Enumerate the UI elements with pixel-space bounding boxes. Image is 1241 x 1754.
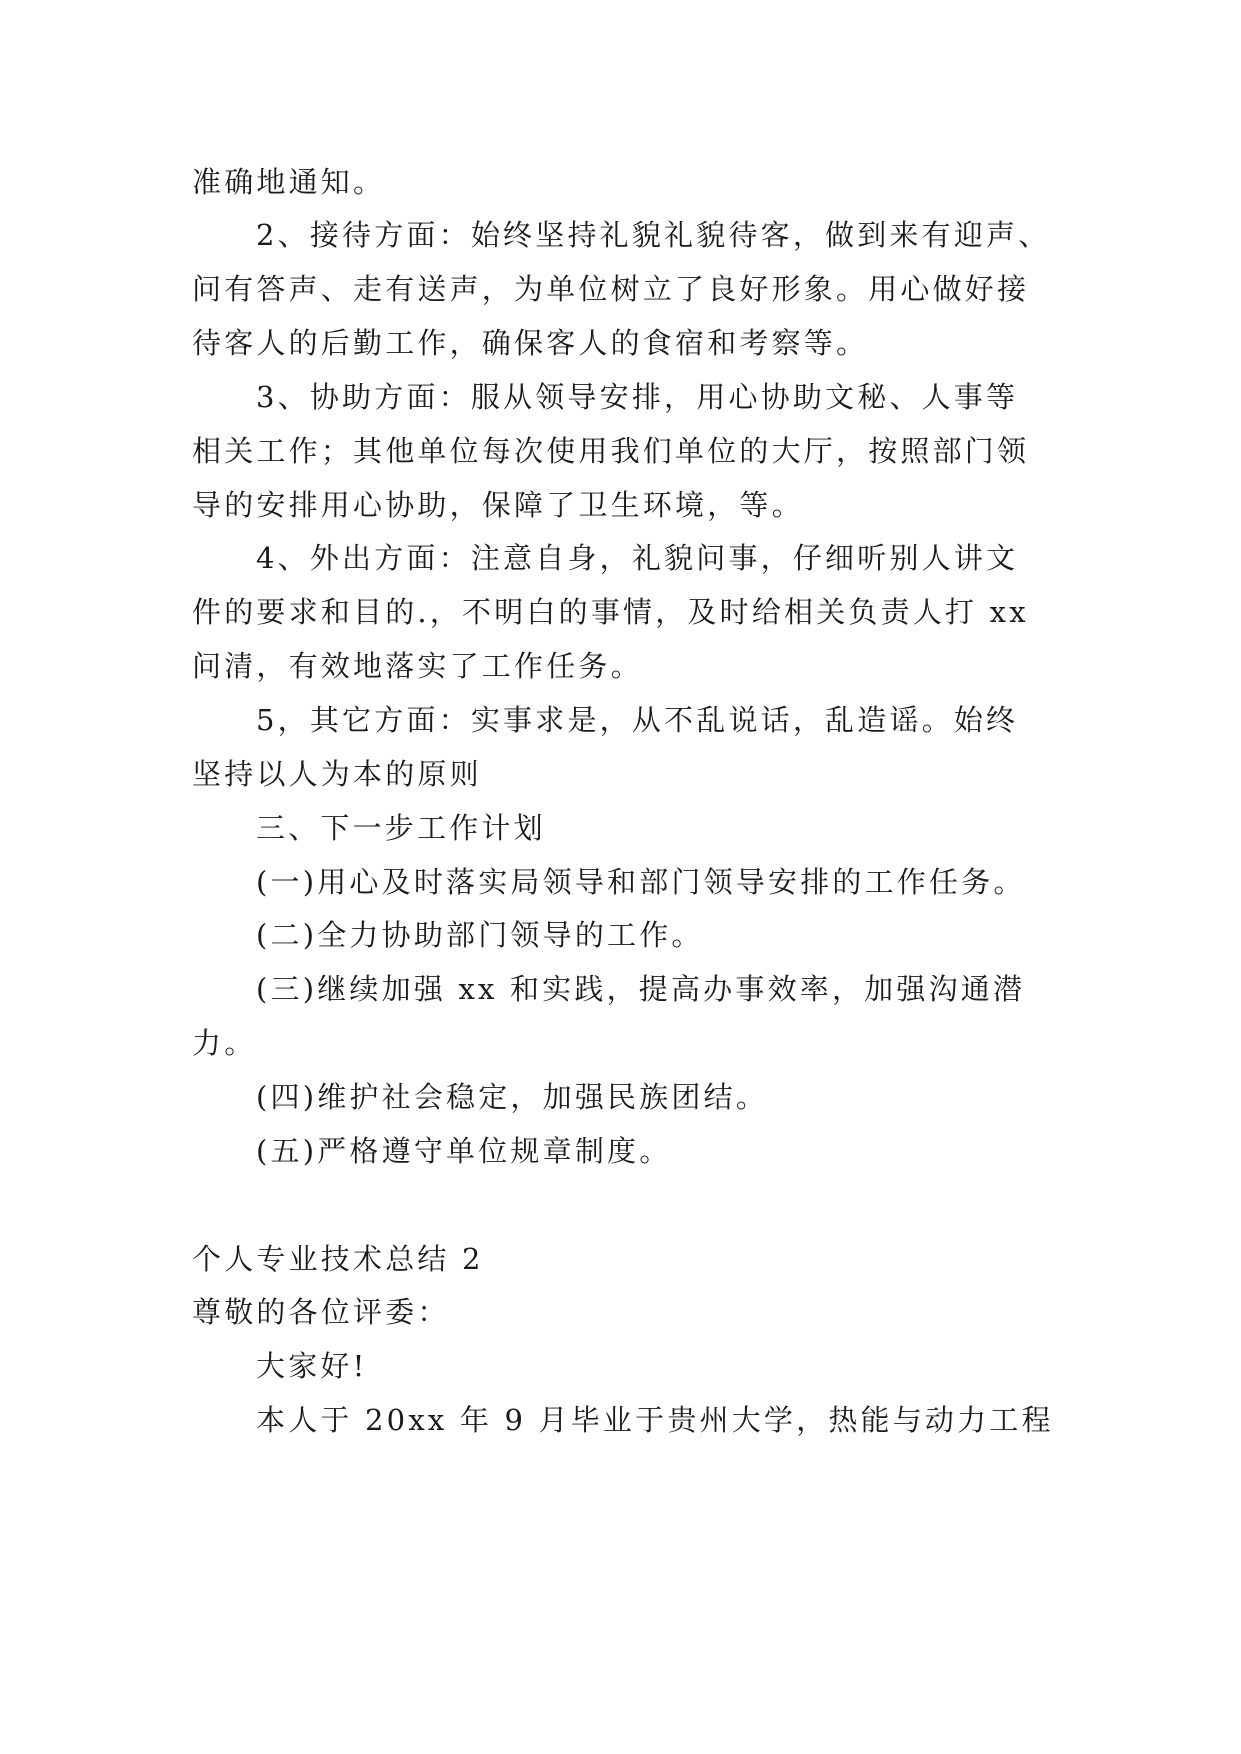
text-line: 待客人的后勤工作，确保客人的食宿和考察等。 xyxy=(192,326,869,360)
section-heading: 三、下一步工作计划 xyxy=(256,811,546,845)
greeting: 大家好! xyxy=(256,1349,368,1383)
text-line: 2、接待方面：始终坚持礼貌礼貌待客，做到来有迎声、 xyxy=(256,218,1051,252)
text-line: 件的要求和目的.，不明白的事情，及时给相关负责人打 xx xyxy=(192,595,1029,629)
text-line: 力。 xyxy=(192,1026,257,1060)
text-line: 相关工作；其他单位每次使用我们单位的大厅，按照部门领 xyxy=(192,434,1030,468)
text-line: 4、外出方面：注意自身，礼貌问事，仔细听别人讲文 xyxy=(256,541,1019,575)
text-line: 问有答声、走有送声，为单位树立了良好形象。用心做好接 xyxy=(192,272,1030,306)
text-line: 本人于 20xx 年 9 月毕业于贵州大学，热能与动力工程 xyxy=(256,1403,1054,1437)
document-title: 个人专业技术总结 2 xyxy=(192,1242,484,1276)
list-item: (二)全力协助部门领导的工作。 xyxy=(256,918,704,952)
list-item: (三)继续加强 xx 和实践，提高办事效率，加强沟通潜 xyxy=(256,972,1026,1006)
text-line: 5，其它方面：实事求是，从不乱说话，乱造谣。始终 xyxy=(256,703,1019,737)
text-line: 问清，有效地落实了工作任务。 xyxy=(192,649,643,683)
text-line: 3、协助方面：服从领导安排，用心协助文秘、人事等 xyxy=(256,380,1019,414)
list-item: (五)严格遵守单位规章制度。 xyxy=(256,1134,672,1168)
salutation: 尊敬的各位评委： xyxy=(192,1295,450,1329)
text-line: 坚持以人为本的原则 xyxy=(192,757,482,791)
list-item: (四)维护社会稳定，加强民族团结。 xyxy=(256,1080,769,1114)
text-line: 准确地通知。 xyxy=(192,165,386,199)
text-line: 导的安排用心协助，保障了卫生环境，等。 xyxy=(192,488,804,522)
list-item: (一)用心及时落实局领导和部门领导安排的工作任务。 xyxy=(256,865,1026,899)
